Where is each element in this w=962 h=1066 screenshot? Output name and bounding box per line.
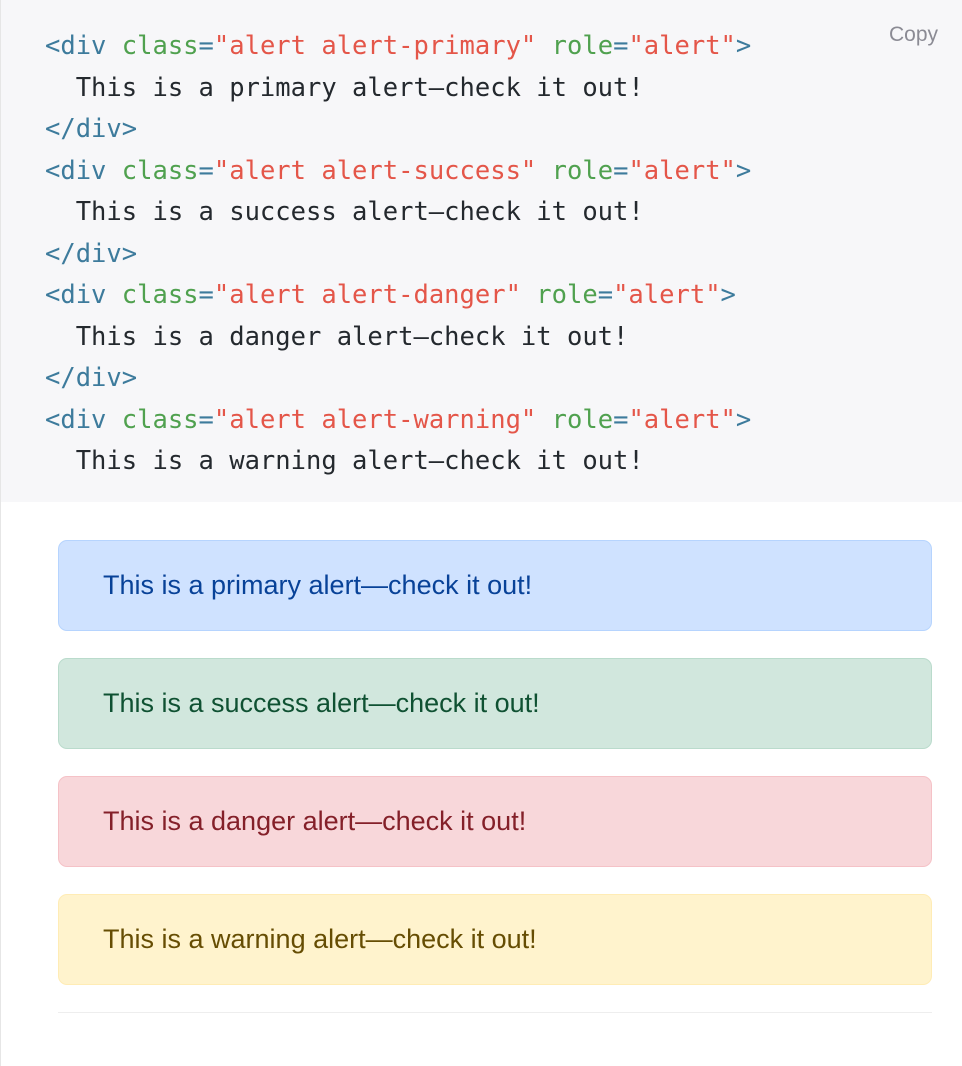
- code-token: "alert": [628, 155, 736, 186]
- code-token: =: [613, 155, 629, 186]
- code-token: This is a success alert—check it out!: [45, 197, 644, 227]
- code-token: "alert alert-primary": [213, 31, 537, 61]
- code-token: role: [551, 31, 614, 61]
- copy-button[interactable]: Copy: [883, 20, 944, 49]
- alert-next-partial: [58, 1012, 932, 1025]
- code-token: "alert alert-danger": [213, 280, 521, 310]
- code-token: <div: [45, 404, 122, 435]
- code-token: >: [720, 280, 736, 310]
- alert-warning: This is a warning alert—check it out!: [58, 894, 932, 985]
- alerts-preview: [1, 502, 962, 1025]
- code-token: =: [198, 280, 214, 310]
- code-token: "alert": [628, 404, 736, 435]
- code-token: </div>: [45, 114, 138, 144]
- code-token: This is a danger alert—check it out!: [45, 321, 629, 352]
- code-snippet: [45, 26, 934, 483]
- code-block-panel: [1, 0, 962, 502]
- code-token: =: [198, 155, 214, 186]
- code-token: [536, 31, 551, 61]
- code-token: class: [121, 280, 199, 310]
- alert-danger: This is a danger alert—check it out!: [58, 776, 932, 867]
- code-token: This is a warning alert—check it out!: [45, 446, 644, 476]
- code-token: "alert": [628, 31, 736, 61]
- code-token: role: [551, 404, 614, 435]
- code-token: =: [613, 31, 629, 61]
- code-token: >: [735, 31, 752, 61]
- code-token: role: [551, 155, 614, 186]
- code-token: [521, 280, 536, 310]
- code-token: [536, 156, 551, 186]
- code-token: "alert": [613, 280, 721, 310]
- code-token: class: [121, 31, 199, 61]
- code-token: >: [735, 404, 752, 435]
- code-token: class: [121, 155, 199, 186]
- code-token: <div: [45, 31, 122, 61]
- code-token: >: [735, 155, 752, 186]
- code-token: class: [121, 404, 199, 435]
- code-token: role: [536, 280, 598, 310]
- code-token: </div>: [45, 363, 138, 393]
- code-token: This is a primary alert—check it out!: [45, 72, 644, 103]
- code-token: =: [613, 404, 629, 435]
- code-token: =: [198, 404, 214, 435]
- code-token: "alert alert-success": [213, 155, 537, 186]
- code-token: =: [198, 31, 214, 61]
- code-token: <div: [45, 155, 122, 186]
- code-token: =: [597, 280, 614, 310]
- code-token: </div>: [45, 238, 138, 269]
- code-token: [536, 405, 551, 435]
- code-token: <div: [45, 280, 122, 310]
- code-token: "alert alert-warning": [213, 404, 537, 435]
- alert-success: This is a success alert—check it out!: [58, 658, 932, 749]
- alert-primary: This is a primary alert—check it out!: [58, 540, 932, 631]
